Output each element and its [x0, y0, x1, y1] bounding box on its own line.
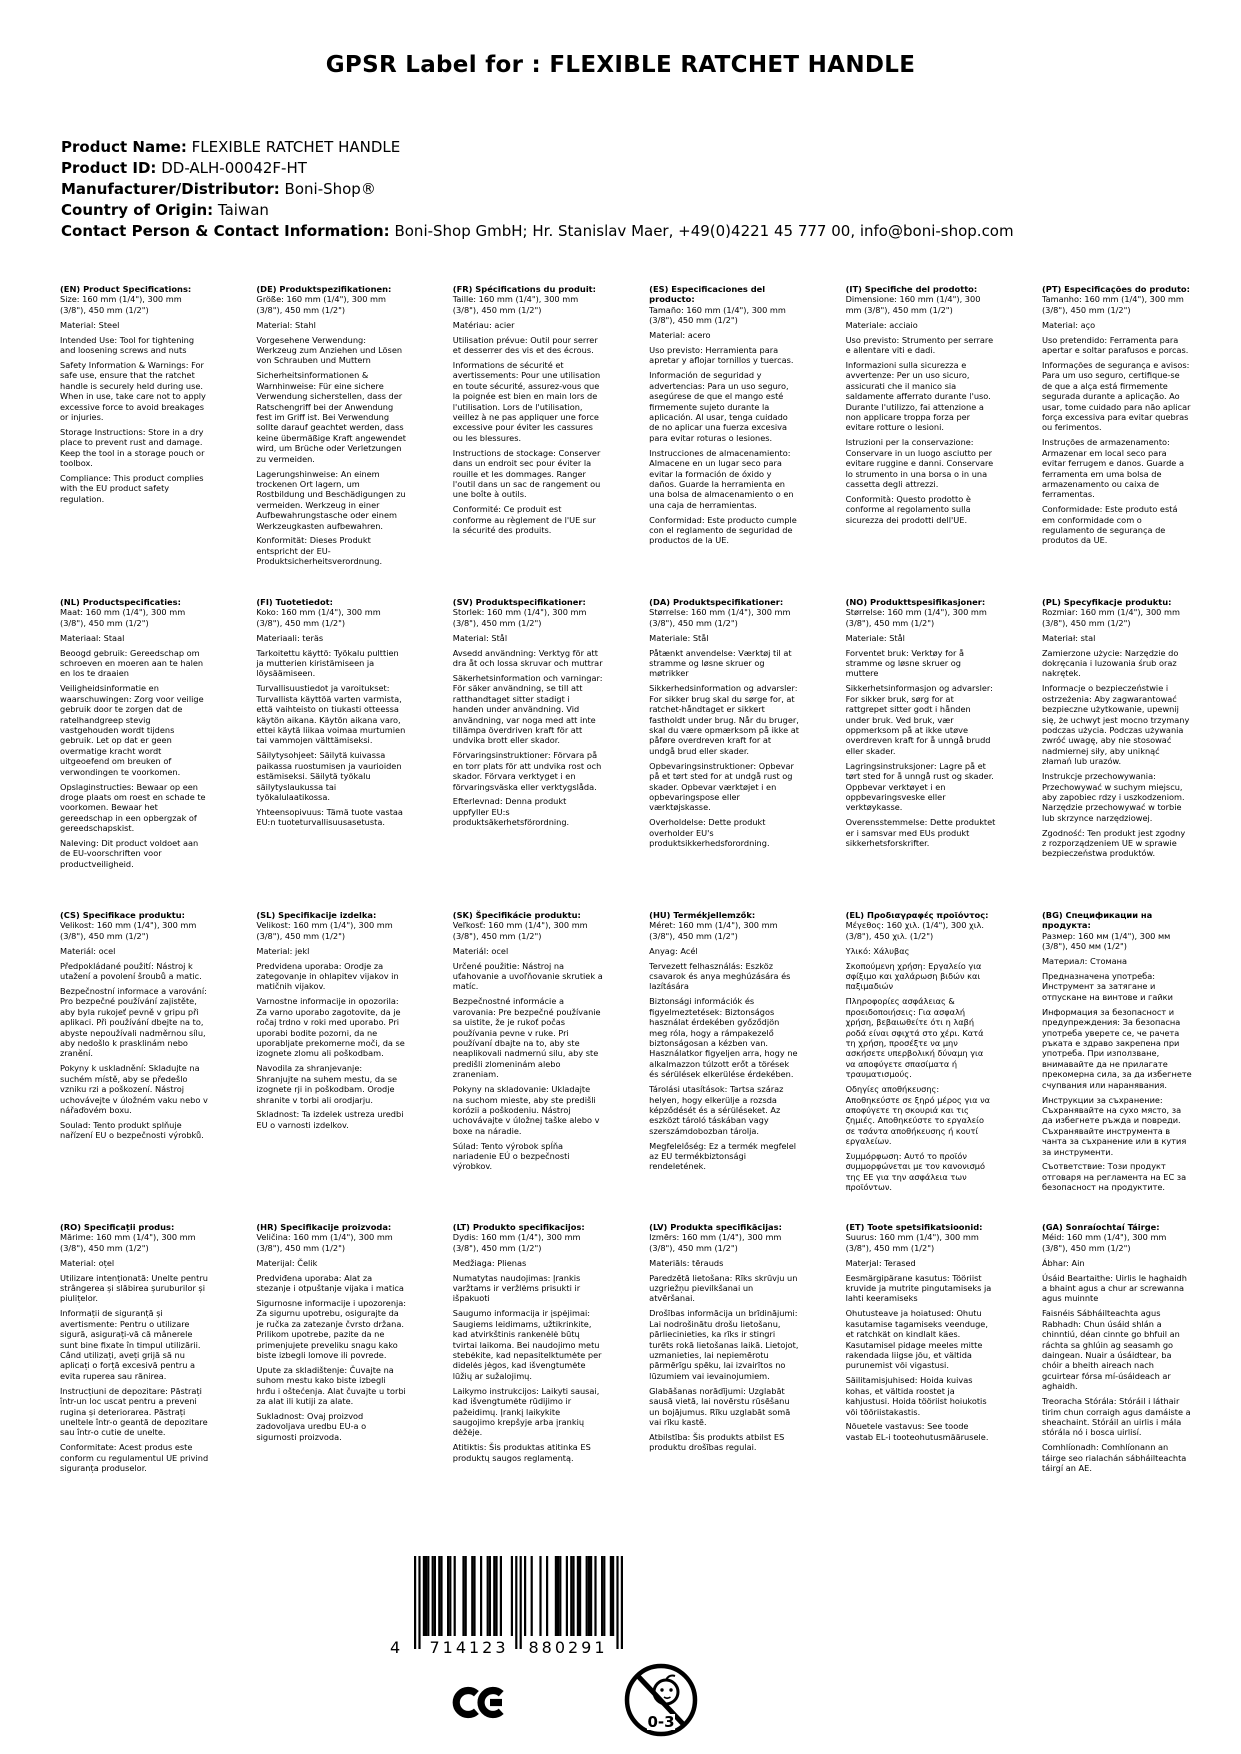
lang-block-paragraph: Uso previsto: Strumento per serrare e allentare viti e dadi.: [845, 334, 994, 356]
lang-block-paragraph: Material: aço: [1041, 319, 1096, 330]
lang-block-heading: (NL) Productspecificaties:: [60, 597, 181, 607]
lang-block-paragraph: Compliance: This product complies with the EU product safety regulation.: [60, 473, 204, 504]
lang-block-paragraph: Efterlevnad: Denna produkt uppfyller EU:s produktsäkerhetsförordning.: [452, 796, 570, 828]
barcode-digit-left: 4: [390, 1638, 401, 1657]
manufacturer-label: Manufacturer/Distributor:: [61, 180, 280, 198]
lang-block-paragraph: Размер: 160 мм (1/4"), 300 мм (3/8"), 450 мм (1/2"): [1041, 930, 1171, 952]
lang-block-heading: (EL) Προδιαγραφές προϊόντος:: [845, 910, 989, 920]
lang-block-heading: (LV) Produkta specifikācijas:: [649, 1222, 782, 1232]
lang-block-paragraph: Biztonsági információk és figyelmeztetések: Biztonságos használat érdekében győződjön meg róla, hogy a rámpakezelő biztonságosan a kézben van. Használatkor figyeljen arra, hogy ne alkalmazzon túlzott erőt a törések és sérülések elkerülése érdekében.: [649, 996, 798, 1080]
lang-block-paragraph: Treoracha Stórála: Stóráil i láthair tirim chun corraigh agus damáiste a sheachaint. Stóráil an uirlis i mála stórála nó i bosca uirlisí.: [1041, 1396, 1191, 1438]
lang-block-paragraph: Naleving: Dit product voldoet aan de EU-voorschriften voor productveiligheid.: [60, 838, 199, 869]
lang-block-ga: [1042, 1222, 1192, 1478]
lang-block-hu: [649, 910, 799, 1222]
lang-block-sk: [453, 910, 603, 1222]
lang-block-paragraph: Taille: 160 mm (1/4"), 300 mm (3/8"), 450 mm (1/2"): [452, 294, 579, 315]
lang-block-paragraph: Forventet bruk: Verktøy for å stramme og løsne skruer og muttere: [845, 647, 964, 679]
lang-block-paragraph: Información de seguridad y advertencias: Para un uso seguro, asegúrese de que el mango esté firmemente sujeto durante la aplicación. Al usar, tenga cuidado de no aplicar una fuerza excesiva para evitar roturas o lesiones.: [649, 370, 789, 443]
lang-block-nl: [60, 597, 210, 910]
lang-block-paragraph: Съответствие: Този продукт отговаря на регламента на ЕС за безопасност на продуктите.: [1041, 1161, 1187, 1193]
lang-block-paragraph: Οδηγίες αποθήκευσης: Αποθηκεύστε σε ξηρό μέρος για να αποφύγετε τη σκουριά και τις ζημιές. Αποθηκεύστε το εργαλείο σε τσάντα αποθήκευσης ή κουτί εργαλείων.: [845, 1084, 991, 1147]
lang-block-paragraph: Veľkosť: 160 mm (1/4"), 300 mm (3/8"), 450 mm (1/2"): [452, 920, 588, 941]
lang-block-paragraph: Materiál: ocel: [60, 945, 116, 956]
lang-block-paragraph: Materiale: Stål: [845, 632, 905, 643]
age-range-label: 0-3: [647, 1713, 675, 1731]
lang-block-de: [256, 284, 406, 597]
lang-block-es: [649, 284, 799, 597]
language-grid: [60, 284, 1192, 1478]
lang-block-heading: (EN) Product Specifications:: [60, 284, 192, 294]
lang-block-paragraph: Vorgesehene Verwendung: Werkzeug zum Anziehen und Lösen von Schrauben und Muttern: [256, 334, 403, 366]
lang-block-paragraph: Påtænkt anvendelse: Værktøj til at stramme og løsne skruer og møtrikker: [649, 647, 792, 679]
lang-block-paragraph: Navodila za shranjevanje: Shranjujte na suhem mestu, da se izognete rji in poškodbam. Orodje shranite v torbi ali orodjarju.: [256, 1063, 398, 1105]
product-info: [61, 137, 1014, 242]
lang-block-paragraph: Material: Steel: [60, 319, 120, 330]
product-id-label: Product ID:: [61, 159, 157, 177]
lang-block-paragraph: Turvallisuustiedot ja varoitukset: Turvallista käyttöä varten varmista, että vaihteisto on tiukasti otteessa käytön aikana. Käytön aikana varo, ettei käytä liikaa voimaa murtumien tai vammojen välttämiseksi.: [256, 683, 406, 746]
lang-block-paragraph: Instrucciones de almacenamiento: Almacene en un lugar seco para evitar la formación de óxido y daños. Guarde la herramienta en una bolsa de almacenamiento o en una caja de herramientas.: [649, 447, 794, 510]
lang-block-paragraph: Predvidena uporaba: Orodje za zategovanje in ohlapitev vijakov in matičnih vijakov.: [256, 960, 399, 992]
lang-block-paragraph: Säilitamisjuhised: Hoida kuivas kohas, et vältida roostet ja kahjustusi. Hoida tööriist hoiukotis või tööriistakastis.: [845, 1375, 987, 1417]
lang-block-paragraph: Предназначена употреба: Инструмент за затягане и отпускане на винтове и гайки: [1041, 971, 1173, 1002]
lang-block-paragraph: Tárolási utasítások: Tartsa száraz helyen, hogy elkerülje a rozsda képződését és a sérüléseket. Az eszközt tároló táskában vagy szerszámdobozban tárolja.: [649, 1084, 784, 1136]
lang-block-paragraph: Intended Use: Tool for tightening and loosening screws and nuts: [60, 334, 195, 356]
lang-block-lv: [649, 1222, 799, 1478]
lang-block-paragraph: Informazioni sulla sicurezza e avvertenze: Per un uso sicuro, assicurati che il manico sia saldamente afferrato durante l'uso. Durante l'utilizzo, fai attenzione a non applicare troppa forza per evitare rotture o lesioni.: [845, 359, 991, 433]
lang-block-paragraph: Инструкции за съхранение: Съхранявайте на сухо място, за да избегнете ръжда и повреди. Съхранявайте инструмента в чанта за съхранение или в кутия за инструменти.: [1041, 1094, 1187, 1157]
lang-block-paragraph: Instructions de stockage: Conserver dans un endroit sec pour éviter la rouille et les dommages. Ranger l'outil dans un sac de rangement ou une boîte à outils.: [452, 447, 601, 500]
lang-block-en: [60, 284, 210, 597]
lang-block-hr: [256, 1222, 406, 1478]
lang-block-el: [846, 910, 996, 1222]
product-name-label: Product Name:: [61, 138, 187, 156]
lang-block-paragraph: Matériau: acier: [452, 319, 515, 330]
lang-block-paragraph: Material: oțel: [60, 1257, 115, 1268]
product-info-row: [61, 179, 1014, 200]
lang-block-paragraph: Utilisation prévue: Outil pour serrer et desserrer des vis et des écrous.: [452, 334, 598, 356]
lang-block-paragraph: Súlad: Tento výrobok spĺňa nariadenie EÚ o bezpečnosti výrobkov.: [452, 1140, 570, 1172]
lang-block-paragraph: Zamierzone użycie: Narzędzie do dokręcania i luzowania śrub oraz nakrętek.: [1041, 647, 1179, 679]
lang-block-paragraph: Förvaringsinstruktioner: Förvara på en torr plats för att undvika rost och skador. Förvara verktyget i en förvaringsväska eller verktygslåda.: [452, 750, 602, 792]
product-info-row: [61, 221, 1014, 242]
page-title: GPSR Label for : FLEXIBLE RATCHET HANDLE: [325, 52, 916, 78]
lang-block-paragraph: Υλικό: Χάλυβας: [845, 945, 910, 956]
lang-block-paragraph: Predviđena uporaba: Alat za stezanje i otpuštanje vijaka i matica: [256, 1272, 404, 1294]
lang-block-paragraph: Instrukcje przechowywania: Przechowywać w suchym miejscu, aby zapobiec rdzy i uszkodzeniom. Narzędzie przechowywać w torbie lub skrzynce narzędziowej.: [1041, 771, 1185, 823]
lang-block-heading: (PL) Specyfikacje produktu:: [1041, 597, 1172, 607]
lang-block-paragraph: Pokyny k uskladnění: Skladujte na suchém místě, aby se předešlo vzniku rzi a poškození. Nástroj uchovávejte v úložném vaku nebo v nářaďovém boxu.: [60, 1063, 208, 1115]
lang-block-paragraph: Konformität: Dieses Produkt entspricht der EU-Produktsicherheitsverordnung.: [256, 535, 383, 567]
lang-block-paragraph: Yhteensopivuus: Tämä tuote vastaa EU:n tuoteturvallisuusasetusta.: [256, 806, 403, 828]
lang-block-paragraph: Sikkerhedsinformation og advarsler: For sikker brug skal du sørge for, at ratchet-håndtaget er sikkert fastholdt under brug. Når du bruger, skal du være opmærksom på ikke at påføre overdreven kraft for at undgå brud eller skader.: [649, 683, 799, 756]
lang-block-paragraph: Anyag: Acél: [649, 945, 698, 956]
lang-block-paragraph: Numatytas naudojimas: Įrankis varžtams ir veržlėms prisukti ir išpakuoti: [452, 1272, 581, 1304]
lang-block-heading: (IT) Specifiche del prodotto:: [845, 284, 978, 294]
lang-block-heading: (SV) Produktspecifikationer:: [452, 597, 586, 607]
lang-block-paragraph: Comhlíonadh: Comhlíonann an táirge seo rialachán sábháilteachta táirgí an AE.: [1041, 1442, 1187, 1474]
lang-block-paragraph: Informacje o bezpieczeństwie i ostrzeżenia: Aby zagwarantować bezpieczne użytkowanie, upewnij się, że uchwyt jest mocno trzymany podczas użycia. Podczas używania zwróć uwagę, aby nie stosować nadmiernej siły, aby uniknąć złamań lub urazów.: [1041, 683, 1190, 767]
lang-block-paragraph: Méid: 160 mm (1/4"), 300 mm (3/8"), 450 mm (1/2"): [1041, 1232, 1167, 1253]
lang-block-paragraph: Drošības informācija un brīdinājumi: Lai nodrošinātu drošu lietošanu, pārliecinieties, ka rīks ir stingri turēts rokā lietošanas laikā. Lietojot, uzmanieties, lai nepiemērotu pārmērīgu spēku, lai izvairītos no lūzumiem vai ievainojumiem.: [649, 1308, 799, 1381]
lang-block-paragraph: Laikymo instrukcijos: Laikyti sausai, kad išvengtumėte rūdijimo ir pažeidimų. Įrankį laikykite saugojimo krepšyje arba įrankių dėžėje.: [452, 1385, 600, 1438]
lang-block-paragraph: Veličina: 160 mm (1/4"), 300 mm (3/8"), 450 mm (1/2"): [256, 1232, 393, 1253]
lang-block-fr: [453, 284, 603, 597]
manufacturer-value: Boni-Shop®: [284, 180, 376, 198]
lang-block-paragraph: Overholdelse: Dette produkt overholder EU's produktsikkerhedsforordning.: [649, 817, 770, 849]
lang-block-paragraph: Skladnost: Ta izdelek ustreza uredbi EU o varnosti izdelkov.: [256, 1109, 404, 1130]
lang-block-heading: (LT) Produkto specifikacijos:: [452, 1222, 585, 1232]
barcode-digits-group2: 880291: [528, 1638, 608, 1657]
lang-block-paragraph: Úsáid Beartaithe: Uirlis le haghaidh a bhaint agus a chur ar screwanna agus muinnte: [1041, 1272, 1187, 1304]
lang-block-et: [846, 1222, 996, 1478]
lang-block-paragraph: Upute za skladištenje: Čuvajte na suhom mestu kako biste izbegli hrđu i oštećenja. Alat čuvajte u torbi za alat ili kutiji za alate.: [256, 1364, 406, 1407]
lang-block-paragraph: Πληροφορίες ασφάλειας & προειδοποιήσεις: Για ασφαλή χρήση, βεβαιωθείτε ότι η λαβή ροδά είναι σφιχτά στο χέρι. Κατά τη χρήση, προσέξτε να μην ασκήσετε υπερβολική δύναμη για να αποφύγετε σπασίματα ή τραυματισμούς.: [845, 996, 984, 1080]
lang-block-paragraph: Conformidad: Este producto cumple con el reglamento de seguridad de productos de la UE.: [649, 514, 797, 546]
lang-block-paragraph: Materiale: Stål: [649, 632, 709, 643]
lang-block-heading: (RO) Specificații produs:: [60, 1222, 175, 1232]
product-id-value: DD-ALH-00042F-HT: [161, 159, 307, 177]
lang-block-paragraph: Material: jekl: [256, 945, 310, 956]
lang-block-heading: (ES) Especificaciones del producto:: [649, 284, 766, 305]
lang-block-paragraph: Materiaal: Staal: [60, 632, 125, 643]
lang-block-paragraph: Säkerhetsinformation och varningar: För säker användning, se till att ratthandtaget sitter stadigt i handen under användning. Vid användning, var noga med att inte tillämpa överdriven kraft för att undvika brott eller skador.: [452, 672, 603, 746]
lang-block-paragraph: Μέγεθος: 160 χιλ. (1/4"), 300 χιλ. (3/8"), 450 χιλ. (1/2"): [845, 920, 985, 941]
lang-block-paragraph: Saugumo informacija ir įspėjimai: Saugiems leidimams, užtikrinkite, kad atvirkštinis rankenėlė būtų tvirtai laikoma. Bei naudojimo metu stebėkite, kad nepasitelktumėte per didelės jėgos, kad išvengtumėte lūžių ar sužalojimų.: [452, 1308, 602, 1381]
lang-block-paragraph: Atitiktis: Šis produktas atitinka ES produktų saugos reglamentą.: [452, 1442, 591, 1463]
lang-block-bg: [1042, 910, 1192, 1222]
lang-block-paragraph: Tervezett felhasználás: Eszköz csavarok és anya meghúzására és lazítására: [649, 960, 791, 992]
lang-block-paragraph: Beoogd gebruik: Gereedschap om schroeven en moeren aan te halen en los te draaien: [60, 647, 204, 679]
country-of-origin-value: Taiwan: [217, 201, 269, 219]
lang-block-paragraph: Méret: 160 mm (1/4"), 300 mm (3/8"), 450 mm (1/2"): [649, 920, 778, 941]
lang-block-heading: (HU) Termékjellemzők:: [649, 910, 756, 920]
lang-block-paragraph: Istruzioni per la conservazione: Conservare in un luogo asciutto per evitare ruggine e danni. Conservare lo strumento in una borsa o in una cassetta degli attrezzi.: [845, 437, 994, 489]
lang-block-heading: (DA) Produktspecifikationer:: [649, 597, 784, 607]
lang-block-paragraph: Uso previsto: Herramienta para apretar y aflojar tornillos y tuercas.: [649, 345, 794, 366]
lang-block-heading: (NO) Produkttspesifikasjoner:: [845, 597, 986, 607]
lang-block-paragraph: Velikost: 160 mm (1/4"), 300 mm (3/8"), 450 mm (1/2"): [60, 920, 197, 941]
lang-block-paragraph: Opslaginstructies: Bewaar op een droge plaats om roest en schade te voorkomen. Bewaar het gereedschap in een opbergzak of gereedschapskist.: [60, 781, 206, 834]
lang-block-paragraph: Bezpečnostní informace a varování: Pro bezpečné používání zajistěte, aby byla rukojeť pevně v gripu při aplikaci. Při používání dbejte na to, abyste nepoužívali nadměrnou sílu, aby nedošlo k prasklinám nebo zranění.: [60, 985, 207, 1059]
lang-block-heading: (CS) Specifikace produktu:: [60, 910, 185, 920]
lang-block-paragraph: Soulad: Tento produkt splňuje nařízení EU o bezpečnosti výrobků.: [60, 1119, 204, 1141]
lang-block-paragraph: Megfelelőség: Ez a termék megfelel az EU termékbiztonsági rendeletének.: [649, 1140, 797, 1172]
lang-block-heading: (GA) Sonraíochtaí Táirge:: [1041, 1222, 1160, 1232]
lang-block-paragraph: Glabāšanas norādījumi: Uzglabāt sausā vietā, lai novērstu rūsēšanu un bojājumus. Rīku uzglabāt somā vai rīku kastē.: [649, 1385, 791, 1427]
lang-block-paragraph: Conformité: Ce produit est conforme au règlement de l'UE sur la sécurité des produits.: [452, 504, 596, 536]
lang-block-paragraph: Tamanho: 160 mm (1/4"), 300 mm (3/8"), 450 mm (1/2"): [1041, 294, 1184, 315]
lang-block-paragraph: Conformità: Questo prodotto è conforme al regolamento sulla sicurezza dei prodotti dell'UE.: [845, 493, 971, 525]
lang-block-no: [846, 597, 996, 910]
lang-block-fi: [256, 597, 406, 910]
contact-value: Boni-Shop GmbH; Hr. Stanislav Maer, +49(0)4221 45 777 00, info@boni-shop.com: [394, 222, 1014, 240]
lang-block-paragraph: Информация за безопасност и предупреждения: За безопасна употреба уверете се, че рачета ръката е здраво закрепена при употреба. При използване, внимавайте да не прилагате прекомерна сила, за да избегнете счупвания или наранявания.: [1041, 1006, 1192, 1090]
lang-block-heading: (DE) Produktspezifikationen:: [256, 284, 392, 294]
lang-block-paragraph: Předpokládané použití: Nástroj k utažení a povolení šroubů a matic.: [60, 960, 202, 982]
lang-block-cs: [60, 910, 210, 1222]
lang-block-heading: (SL) Specifikacije izdelka:: [256, 910, 377, 920]
lang-block-paragraph: Conformidade: Este produto está em conformidade com o regulamento de segurança de produtos da UE.: [1041, 504, 1178, 546]
lang-block-paragraph: Größe: 160 mm (1/4"), 300 mm (3/8"), 450 mm (1/2"): [256, 294, 386, 315]
lang-block-paragraph: Ohutusteave ja hoiatused: Ohutu kasutamise tagamiseks veenduge, et ratchkät on kindlalt käes. Kasutamisel pidage meeles mitte rakendada liigse jõu, et vältida purunemist või vigastusi.: [845, 1308, 988, 1371]
lang-block-paragraph: Ábhar: Ain: [1041, 1257, 1085, 1268]
lang-block-paragraph: Určené použitie: Nástroj na uťahovanie a uvoľňovanie skrutiek a matíc.: [452, 960, 603, 992]
lang-block-paragraph: Материал: Стомана: [1041, 956, 1128, 967]
lang-block-paragraph: Materjal: Terased: [845, 1257, 916, 1268]
lang-block-paragraph: Pokyny na skladovanie: Ukladajte na suchom mieste, aby ste predišli korózii a poškodeniu. Nástroj uchovávajte v úložnej taške alebo v boxe na náradie.: [452, 1084, 600, 1136]
lang-block-paragraph: Bezpečnostné informácie a varovania: Pre bezpečné používanie sa uistite, že je rukoť počas používania pevne v ruke. Pri používaní dbajte na to, aby ste neaplikovali nadmernú silu, aby ste predišli zlomeninám alebo zraneniam.: [452, 996, 601, 1080]
lang-block-sv: [453, 597, 603, 910]
lang-block-paragraph: Nõuetele vastavus: See toode vastab EL-i tooteohutusmäärusele.: [845, 1421, 989, 1442]
lang-block-paragraph: Säilytysohjeet: Säilytä kuivassa paikassa ruostumisen ja vaurioiden estämiseksi. Säilytä työkalu säilytyslaukussa tai työkalulaatikossa.: [256, 750, 402, 802]
lang-block-heading: (ET) Toote spetsifikatsioonid:: [845, 1222, 983, 1232]
lang-block-paragraph: Συμμόρφωση: Αυτό το προϊόν συμμορφώνεται με τον κανονισμό της ΕΕ για την ασφάλεια των προϊόντων.: [845, 1151, 985, 1193]
lang-block-paragraph: Size: 160 mm (1/4"), 300 mm (3/8"), 450 mm (1/2"): [60, 294, 182, 315]
lang-block-paragraph: Opbevaringsinstruktioner: Opbevar på et tørt sted for at undgå rust og skader. Opbevar værktøjet i en opbevaringspose eller værktøjskasse.: [649, 760, 794, 813]
lang-block-paragraph: Izmērs: 160 mm (1/4"), 300 mm (3/8"), 450 mm (1/2"): [649, 1232, 782, 1253]
age-warning-icon: [622, 1661, 700, 1739]
barcode-digits-group1: 714123: [429, 1638, 509, 1657]
lang-block-heading: (FR) Spécifications du produit:: [452, 284, 596, 294]
lang-block-paragraph: Storlek: 160 mm (1/4"), 300 mm (3/8"), 450 mm (1/2"): [452, 607, 587, 628]
product-info-row: [61, 200, 1014, 221]
lang-block-paragraph: Σκοπούμενη χρήση: Εργαλείο για σφίξιμο και χαλάρωση βιδών και παξιμαδιών: [845, 960, 982, 992]
lang-block-paragraph: Material: Stål: [452, 632, 508, 643]
lang-block-paragraph: Tamaño: 160 mm (1/4"), 300 mm (3/8"), 450 mm (1/2"): [649, 304, 786, 326]
lang-block-paragraph: Materiál: ocel: [452, 945, 509, 956]
contact-label: Contact Person & Contact Information:: [61, 222, 390, 240]
lang-block-paragraph: Uso pretendido: Ferramenta para apertar e soltar parafusos e porcas.: [1041, 334, 1189, 356]
lang-block-paragraph: Koko: 160 mm (1/4"), 300 mm (3/8"), 450 mm (1/2"): [256, 607, 381, 628]
lang-block-lt: [453, 1222, 603, 1478]
lang-block-it: [846, 284, 996, 597]
lang-block-heading: (SK) Špecifikácie produktu:: [452, 910, 581, 920]
lang-block-paragraph: Instrucțiuni de depozitare: Păstrați într-un loc uscat pentru a preveni rugina și deteriorarea. Păstrați uneltele într-o geantă de depozitare sau într-o cutie de unelte.: [60, 1385, 208, 1438]
lang-block-paragraph: Avsedd användning: Verktyg för att dra åt och lossa skruvar och muttrar: [452, 647, 603, 669]
barcode: [390, 1556, 623, 1660]
lang-block-paragraph: Størrelse: 160 mm (1/4"), 300 mm (3/8"), 450 mm (1/2"): [649, 607, 791, 628]
lang-block-paragraph: Informations de sécurité et avertissements: Pour une utilisation en toute sécurité, assurez-vous que la poignée est bien en main lors de l'utilisation. Lors de l'utilisation, veillez à ne pas appliquer une force excessive pour éviter les cassures ou les blessures.: [452, 359, 601, 443]
lang-block-sl: [256, 910, 406, 1222]
ce-mark-icon: [450, 1680, 506, 1725]
lang-block-paragraph: Paredzētā lietošana: Rīks skrūvju un uzgriežņu pievilkšanai un atvēršanai.: [649, 1272, 798, 1304]
lang-block-paragraph: Maat: 160 mm (1/4"), 300 mm (3/8"), 450 mm (1/2"): [60, 607, 186, 628]
lang-block-paragraph: Varnostne informacije in opozorila: Za varno uporabo zagotovite, da je ročaj trdno v roki med uporabo. Pri uporabi bodite pozorni, da ne uporabljate prekomerne moči, da se izognete zlomu ali poškodbam.: [256, 996, 405, 1059]
lang-block-paragraph: Materiał: stal: [1041, 632, 1096, 643]
lang-block-paragraph: Materijal: Čelik: [256, 1257, 318, 1268]
lang-block-paragraph: Dimensione: 160 mm (1/4"), 300 mm (3/8"), 450 mm (1/2"): [845, 294, 981, 315]
lang-block-ro: [60, 1222, 210, 1478]
lang-block-paragraph: Material: acero: [649, 330, 711, 341]
lang-block-pl: [1042, 597, 1192, 910]
lang-block-paragraph: Suurus: 160 mm (1/4"), 300 mm (3/8"), 450 mm (1/2"): [845, 1232, 979, 1253]
lang-block-heading: (FI) Tuotetiedot:: [256, 597, 333, 607]
lang-block-paragraph: Lagringsinstruksjoner: Lagre på et tørt sted for å unngå rust og skader. Oppbevar verktøyet i en oppbevaringsveske eller verktøykasse.: [845, 760, 994, 813]
product-info-row: [61, 137, 1014, 158]
lang-block-heading: (HR) Specifikacije proizvoda:: [256, 1222, 392, 1232]
lang-block-paragraph: Mărime: 160 mm (1/4"), 300 mm (3/8"), 450 mm (1/2"): [60, 1232, 196, 1253]
product-info-row: [61, 158, 1014, 179]
barcode-digits: [390, 1636, 623, 1658]
lang-block-paragraph: Materiāls: tērauds: [649, 1257, 724, 1268]
lang-block-paragraph: Instruções de armazenamento: Armazenar em local seco para evitar ferrugem e danos. Guarde a ferramenta em uma bolsa de armazenamento ou caixa de ferramentas.: [1041, 437, 1184, 500]
lang-block-paragraph: Conformitate: Acest produs este conform cu regulamentul UE privind siguranța produselor.: [60, 1442, 209, 1474]
lang-block-paragraph: Safety Information & Warnings: For safe use, ensure that the ratchet handle is securely held during use. When in use, take care not to apply excessive force to avoid breakages or injuries.: [60, 359, 206, 422]
lang-block-paragraph: Sikkerhetsinformasjon og advarsler: For sikker bruk, sørg for at rattgrepet sitter godt i hånden under bruk. Ved bruk, vær oppmerksom på at ikke utøve overdreven kraft for å unngå brudd eller skader.: [845, 683, 993, 756]
lang-block-paragraph: Sukladnost: Ovaj proizvod zadovoljava uredbu EU-a o sigurnosti proizvoda.: [256, 1411, 367, 1442]
lang-block-paragraph: Utilizare intenționată: Unelte pentru strângerea și slăbirea șuruburilor și piulițelor.: [60, 1272, 208, 1304]
lang-block-paragraph: Materiaali: teräs: [256, 632, 324, 643]
lang-block-paragraph: Faisnéis Sábháilteachta agus Rabhadh: Chun úsáid shlán a chinntiú, déan cinnte go bhfuil an ráchta sa ghlúin ag seasamh go daingean. Nuair a úsáidtear, ba chóir a bheith aireach nach gcuirtear fórsa mí-úsáideach ar aghaidh.: [1041, 1308, 1180, 1392]
product-name-value: FLEXIBLE RATCHET HANDLE: [191, 138, 401, 156]
lang-block-paragraph: Velikost: 160 mm (1/4"), 300 mm (3/8"), 450 mm (1/2"): [256, 920, 393, 941]
lang-block-da: [649, 597, 799, 910]
lang-block-paragraph: Materiale: acciaio: [845, 319, 918, 330]
lang-block-paragraph: Zgodność: Ten produkt jest zgodny z rozporządzeniem UE w sprawie bezpieczeństwa produktów.: [1041, 827, 1186, 859]
lang-block-paragraph: Rozmiar: 160 mm (1/4"), 300 mm (3/8"), 450 mm (1/2"): [1041, 607, 1180, 628]
lang-block-paragraph: Veiligheidsinformatie en waarschuwingen: Zorg voor veilige gebruik door te zorgen dat de ratelhandgreep stevig vastgehouden wordt tijdens gebruik. Let op dat er geen overmatige kracht wordt uitgeoefend om breuken of verwondingen te voorkomen.: [60, 683, 204, 777]
lang-block-pt: [1042, 284, 1192, 597]
lang-block-paragraph: Sigurnosne informacije i upozorenja: Za sigurnu upotrebu, osigurajte da je ručka za zatezanje čvrsto držana. Prilikom upotrebe, pazite da ne primenjujete preveliku snagu kako biste izbegli lomove ili povrede.: [256, 1297, 407, 1360]
lang-block-paragraph: Material: Stahl: [256, 319, 316, 330]
lang-block-paragraph: Tarkoitettu käyttö: Työkalu pulttien ja mutterien kiristämiseen ja löysäämiseen.: [256, 647, 399, 679]
lang-block-paragraph: Størrelse: 160 mm (1/4"), 300 mm (3/8"), 450 mm (1/2"): [845, 607, 987, 628]
lang-block-heading: (BG) Спецификации на продукта:: [1041, 910, 1153, 931]
lang-block-paragraph: Eesmärgipärane kasutus: Tööriist kruvide ja mutrite pingutamiseks ja lahti keeramiseks: [845, 1272, 992, 1304]
lang-block-paragraph: Storage Instructions: Store in a dry place to prevent rust and damage. Keep the tool in a storage pouch or toolbox.: [60, 426, 205, 469]
lang-block-paragraph: Overensstemmelse: Dette produktet er i samsvar med EUs produkt sikkerhetsforskrifter.: [845, 817, 996, 849]
lang-block-paragraph: Sicherheitsinformationen & Warnhinweise: Für eine sichere Verwendung sicherstellen, dass der Ratschengriff bei der Anwendung fest im Griff ist. Bei Verwendung sollte darauf geachtet werden, dass keine übermäßige Kraft angewendet wird, um Brüche oder Verletzungen zu vermeiden.: [256, 370, 406, 464]
lang-block-paragraph: Informații de siguranță și avertismente: Pentru o utilizare sigură, asigurați-vă că mânerele sunt bine fixate în timpul utilizării. Când utilizați, aveți grijă să nu aplicați o forță excesivă pentru a evita ruperea sau rănirea.: [60, 1308, 201, 1381]
lang-block-paragraph: Dydis: 160 mm (1/4"), 300 mm (3/8"), 450 mm (1/2"): [452, 1232, 581, 1253]
lang-block-paragraph: Informações de segurança e avisos: Para um uso seguro, certifique-se de que a alça está firmemente segurada durante a aplicação. Ao usar, tome cuidado para não aplicar força excessiva para evitar quebras ou ferimentos.: [1041, 359, 1191, 433]
lang-block-paragraph: Lagerungshinweise: An einem trockenen Ort lagern, um Rostbildung und Beschädigungen zu vermeiden. Werkzeug in einer Aufbewahrungstasche oder einem Werkzeugkasten aufbewahren.: [256, 468, 406, 531]
lang-block-paragraph: Atbilstība: Šis produkts atbilst ES produktu drošības regulai.: [649, 1431, 785, 1453]
lang-block-heading: (PT) Especificações do produto:: [1041, 284, 1190, 294]
country-of-origin-label: Country of Origin:: [61, 201, 214, 219]
lang-block-paragraph: Medžiaga: Plienas: [452, 1257, 527, 1268]
